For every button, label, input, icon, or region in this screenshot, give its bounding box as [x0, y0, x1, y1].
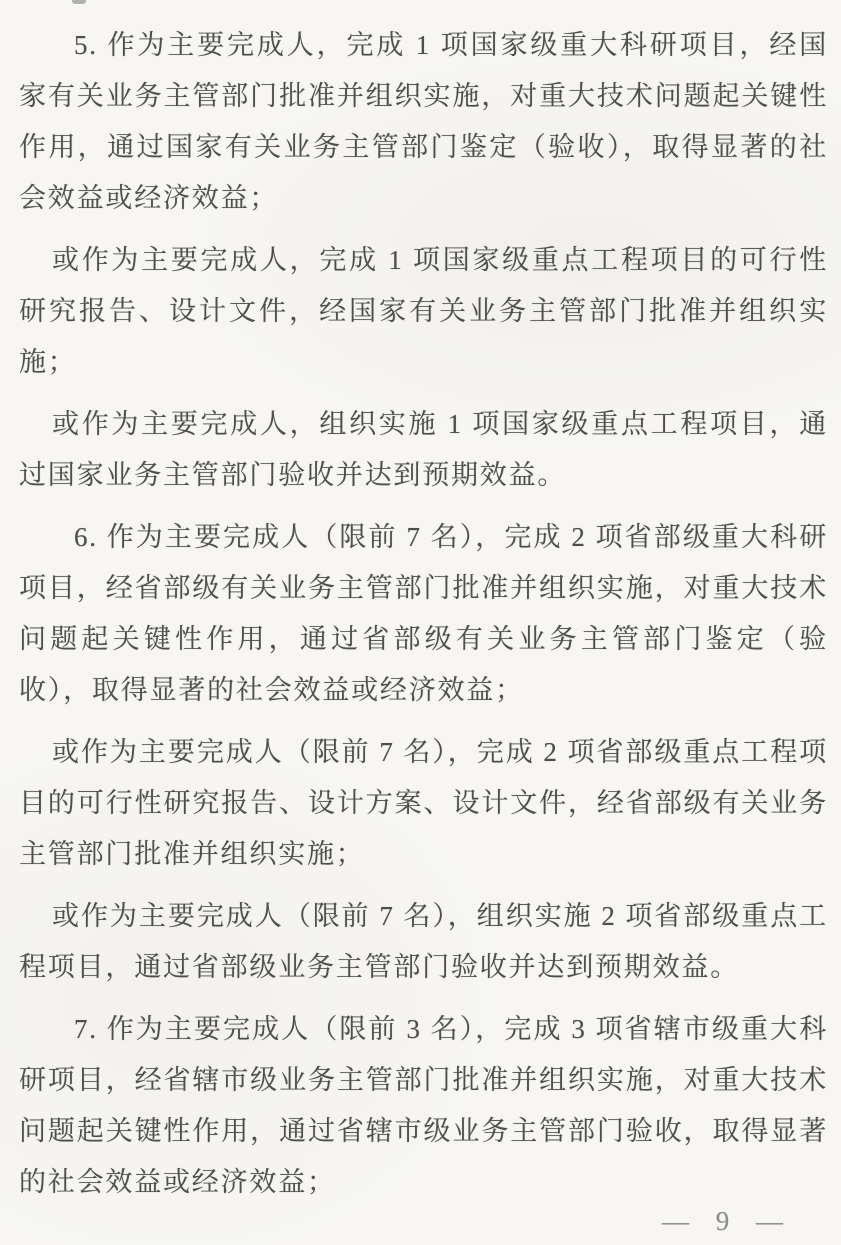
document-paragraph-item-5: 5. 作为主要完成人，完成 1 项国家级重大科研项目，经国家有关业务主管部门批准并组织实施，对重大技术问题起关键性作用，通过国家有关业务主管部门鉴定（验收），取得显著的社会效益或经济效益；: [19, 30, 828, 213]
page-number: — 9 —: [662, 1206, 785, 1236]
document-paragraph-item-6: 6. 作为主要完成人（限前 7 名），完成 2 项省部级重大科研项目，经省部级有关业务主管部门批准并组织实施，对重大技术问题起关键性作用，通过省部级有关业务主管部门鉴定（验收），取得显著的社会效益或经济效益；: [19, 522, 828, 705]
document-paragraph-item-5-alt-1: 或作为主要完成人，完成 1 项国家级重点工程项目的可行性研究报告、设计文件，经国家有关业务主管部门批准并组织实施；: [19, 245, 828, 377]
document-paragraph-item-6-alt-1: 或作为主要完成人（限前 7 名），完成 2 项省部级重点工程项目的可行性研究报告、设计方案、设计文件，经省部级有关业务主管部门批准并组织实施；: [19, 737, 828, 869]
document-paragraph-item-5-alt-2: 或作为主要完成人，组织实施 1 项国家级重点工程项目，通过国家业务主管部门验收并达到预期效益。: [19, 409, 828, 490]
document-paragraph-item-7: 7. 作为主要完成人（限前 3 名），完成 3 项省辖市级重大科研项目，经省辖市级业务主管部门批准并组织实施，对重大技术问题起关键性作用，通过省辖市级业务主管部门验收，取得显著的社会效益或经济效益；: [19, 1014, 828, 1197]
scan-artifact: [72, 0, 86, 4]
document-paragraph-item-6-alt-2: 或作为主要完成人（限前 7 名），组织实施 2 项省部级重点工程项目，通过省部级业务主管部门验收并达到预期效益。: [19, 901, 828, 982]
